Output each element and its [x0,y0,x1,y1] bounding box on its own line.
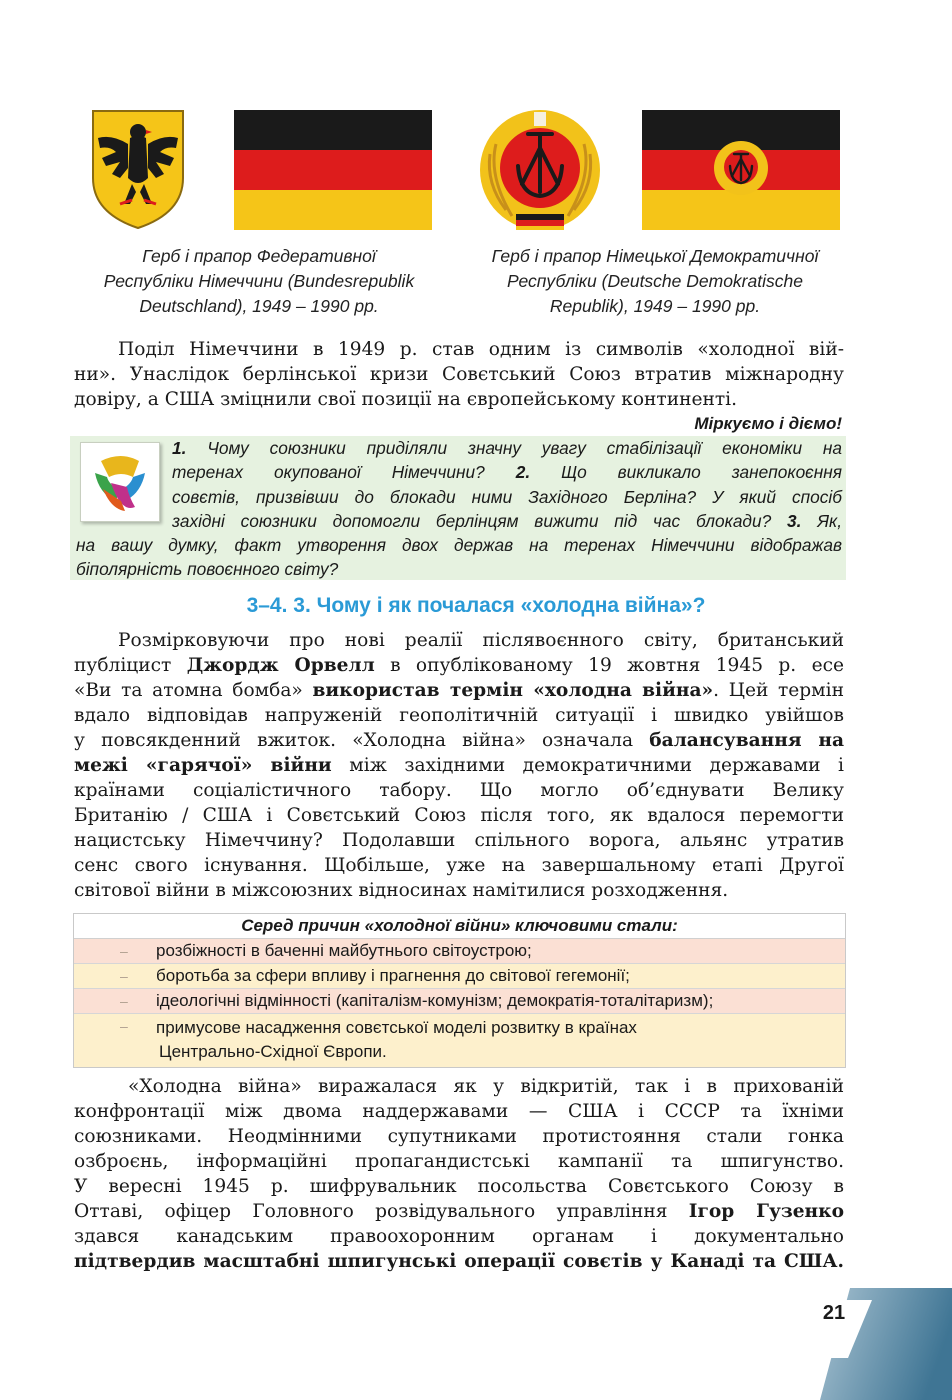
question-line: 1. Чому союзники приділяли значну увагу стабілізації економіки на [172,438,842,458]
cause-text: боротьба за сфери впливу і прагнення до світової гегемонії; [156,966,630,985]
text-line: конфронтації між двома наддержавами — США і СССР та їхніми [74,1101,844,1122]
think-act-questions-cont [76,533,842,582]
question-line: західні союзники допомогли берлінцям вижити під час блокади? 3. Як, [172,511,843,532]
text-line: озброєнь, інформаційні пропагандистські кампанії та шпигунство. [74,1151,844,1172]
frg-coat-of-arms [90,108,186,230]
text-line: Оттаві, офіцер Головного розвідувального управління Ігор Гузенко [74,1201,844,1222]
caption-line: Republik), 1949 – 1990 рр. [549,296,761,316]
paragraph-division [74,337,844,412]
text-line: Британію / США і Совєтський Союз після того, як вдалося перемогти [74,805,844,826]
cause-text: розбіжності в баченні майбутнього світоустрою; [156,941,532,960]
causes-row [74,964,845,989]
text-line: Поділ Німеччини в 1949 р. став одним із символів «холодної вій- [118,339,844,360]
dash-marker: – [120,1018,128,1034]
text-line: підтвердив масштабні шпигунські операції совєтів у Канаді та США. [74,1251,844,1272]
think-act-icon [80,442,160,522]
flag-band-red [234,150,432,190]
gdr-coat-of-arms [476,104,604,234]
text-line: публіцист Джордж Орвелл в опублікованому 19 жовтня 1945 р. есе [74,655,844,676]
text-line: У вересні 1945 р. шифрувальник посольства Совєтського Союзу в [74,1176,844,1197]
causes-row [74,939,845,964]
text-line: «Холодна війна» виражалася як у відкритій, так і в прихованій [128,1076,844,1097]
cause-text: Центрально-Східної Європи. [159,1042,387,1061]
text-line: Розмірковуючи про нові реалії післявоєнного світу, британський [118,630,844,651]
text-line: у повсякденний вжиток. «Холодна війна» означала балансування на [74,730,844,751]
frg-flag [234,110,432,230]
page-number: 21 [822,1302,846,1324]
caption-line: Герб і прапор Німецької Демократичної [491,246,819,266]
causes-row [74,989,845,1014]
question-line: совєтів, призвівши до блокади ними Західного Берліна? У який спосіб [172,486,842,507]
question-line: теренах окупованої Німеччини? 2. Що викликало занепокоєння [172,462,842,483]
frg-caption [69,244,449,319]
causes-table [73,913,846,1068]
dash-marker: – [120,943,128,959]
think-act-title: Міркуємо і діємо! [694,414,842,433]
hands-icon [81,443,159,521]
causes-table-header: Серед причин «холодної війни» ключовими стали: [74,914,845,939]
causes-row [74,1014,845,1067]
text-line: країнами соціалістичного табору. Що могло об’єднувати Велику [74,780,844,801]
text-line: ни». Унаслідок берлінської кризи Совєтський Союз втратив міжнародну [74,364,844,385]
text-line: межі «гарячої» війни між західними демократичними державами і [74,755,844,776]
section-heading: 3–4. 3. Чому і як почалася «холодна війна»? [246,594,706,617]
page-corner-decoration [0,1288,952,1400]
cause-text: примусове насадження совєтської моделі розвитку в країнах [156,1018,637,1037]
text-line: здався канадським правоохоронним органам і документально [74,1226,844,1247]
dash-marker: – [120,993,128,1009]
cause-text: ідеологічні відмінності (капіталізм-комунізм; демократія-тоталітаризм); [156,991,714,1010]
text-line: союзниками. Неодмінними супутниками протистояння стали гонка [74,1126,844,1147]
question-line: на вашу думку, факт утворення двох держав на теренах Німеччини відображав [76,535,842,555]
caption-line: Deutschland), 1949 – 1990 рр. [139,296,379,316]
text-line: сенс свого існування. Щобільше, уже на завершальному етапі Другої [74,855,844,876]
flag-band-gold [234,190,432,230]
think-act-questions [172,436,842,534]
flag-band-black [234,110,432,150]
gdr-caption [465,244,845,319]
dash-marker: – [120,968,128,984]
text-line: нацистську Німеччину? Подолавши спільного ворога, альянс утратив [74,830,844,851]
question-line: біполярність повоєнного світу? [76,559,339,580]
gdr-flag [642,110,840,230]
text-line: вдало відповідав напруженій геополітичній ситуації і швидко увійшов [74,705,844,726]
text-line: «Ви та атомна бомба» використав термін «холодна війна». Цей термін [74,680,844,701]
paragraph-orwell [74,628,844,903]
text-line: світової війни в міжсоюзних відносинах намітилися розходження. [74,880,729,901]
caption-line: Герб і прапор Федеративної [142,246,376,266]
caption-line: Республіки (Deutsche Demokratische [507,271,803,291]
paragraph-cold-war [74,1074,844,1274]
caption-line: Республіки Німеччини (Bundesrepublik [103,271,415,291]
text-line: довіру, а США зміцнили свої позиції на європейському континенті. [74,389,738,410]
gdr-flag-emblem [712,134,770,206]
